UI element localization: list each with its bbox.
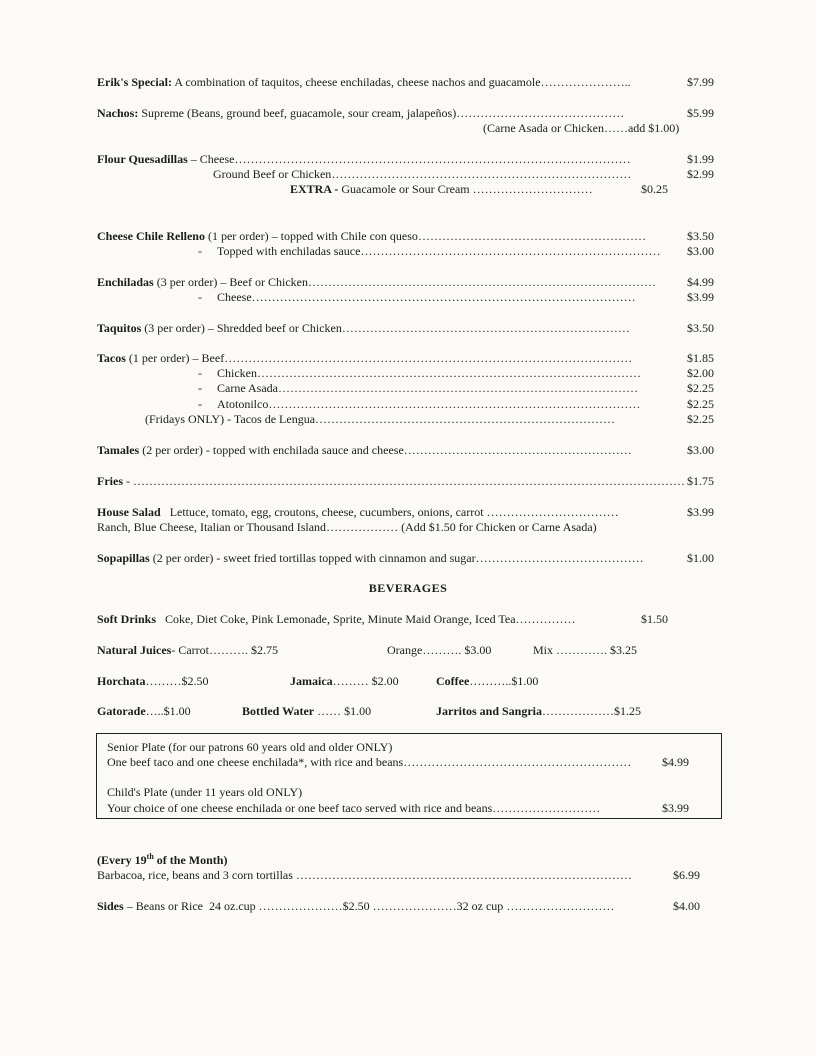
item-name: Taquitos [97,321,142,335]
item-name: Tacos [97,351,126,365]
chile-relleno-option: - Topped with enchiladas sauce………………………………………………………………… $3.00 [198,244,714,258]
item-name: Tamales [97,443,140,457]
item-price: $4.99 [687,275,714,289]
item-name: Fries [97,474,123,488]
tacos-option-atotonilco: - Atotonilco………………………………………………………………………………… $2.25 [198,397,714,411]
item-price: $3.00 [687,443,714,457]
tacos-option-carne-asada: - Carne Asada……………………………………………………………………………… $2.25 [198,381,714,395]
beverage-jarritos-sangria: Jarritos and Sangria………………$1.25 [436,704,642,718]
item-price: $1.75 [687,474,714,488]
item-name: Erik's Special: [97,75,173,89]
item-name: Cheese Chile Relleno [97,229,205,243]
item-desc: (1 per order) – topped with Chile con queso [204,229,418,243]
item-price: $3.50 [687,321,714,335]
menu-item-enchiladas: Enchiladas (3 per order) – Beef or Chicken…………………………………………………………………………… $4.99 [97,275,714,289]
beverage-soft-drinks: Soft Drinks Coke, Diet Coke, Pink Lemonade, Sprite, Minute Maid Orange, Iced Tea…………… $1.50 [97,612,668,626]
senior-plate-desc: One beef taco and one cheese enchilada*, with rice and beans………………………………………………… $4.99 [107,755,689,769]
item-name: House Salad [97,505,161,519]
tacos-option-lengua: (Fridays ONLY) - Tacos de Lengua………………………………………………………………… $2.25 [145,412,714,426]
item-price: $7.99 [687,75,714,89]
beverage-juice-mix: Mix …………. $3.25 [533,643,638,657]
item-desc: (3 per order) – Shredded beef or Chicken [141,321,342,335]
item-desc: (2 per order) - topped with enchilada sauce and cheese [139,443,404,457]
nachos-addon: (Carne Asada or Chicken……add $1.00) [483,121,680,135]
item-desc: A combination of taquitos, cheese enchiladas, cheese nachos and guacamole [172,75,541,89]
house-salad-dressings: Ranch, Blue Cheese, Italian or Thousand Island……………… (Add $1.50 for Chicken or Carne Asada) [97,520,597,534]
menu-item-tamales: Tamales (2 per order) - topped with enchilada sauce and cheese………………………………………………… $3.00 [97,443,714,457]
beverage-bottled-water: Bottled Water …… $1.00 [242,704,372,718]
beverage-gatorade: Gatorade…..$1.00 [97,704,191,718]
item-desc: (3 per order) – Beef or Chicken [153,275,308,289]
item-name: Flour Quesadillas [97,152,188,166]
item-desc: – Cheese [187,152,235,166]
tacos-option-chicken: - Chicken…………………………………………………………………………………… $2.00 [198,366,714,380]
beverages-heading: BEVERAGES [368,581,448,595]
item-desc: (2 per order) - sweet fried tortillas topped with cinnamon and sugar [149,551,476,565]
beverage-juice-orange: Orange………. $3.00 [387,643,492,657]
menu-item-tacos: Tacos (1 per order) – Beef………………………………………………………………………………………… $1.85 [97,351,714,365]
menu-item-fries: Fries - ………………………………………………………………………………………………………………………… $1.75 [97,474,714,488]
item-desc: (1 per order) – Beef [125,351,225,365]
senior-plate-title: Senior Plate (for our patrons 60 years old and older ONLY) [107,740,393,754]
menu-item-eriks-special: Erik's Special: A combination of taquitos, cheese enchiladas, cheese nachos and guacamole………………….. $7.99 [97,75,714,89]
item-name: Sopapillas [97,551,150,565]
beverage-natural-juices: Natural Juices- Carrot………. $2.75 [97,643,278,657]
beverage-jamaica: Jamaica……… $2.00 [290,674,399,688]
item-price: $1.99 [687,152,714,166]
item-price: $5.99 [687,106,714,120]
item-desc: Supreme (Beans, ground beef, guacamole, sour cream, jalapeños) [138,106,457,120]
beverage-coffee: Coffee………..$1.00 [436,674,539,688]
item-name: Enchiladas [97,275,154,289]
menu-item-chile-relleno: Cheese Chile Relleno (1 per order) – topped with Chile con queso………………………………………………… $3.50 [97,229,714,243]
item-price: $3.99 [687,505,714,519]
child-plate-desc: Your choice of one cheese enchilada or one beef taco served with rice and beans……………………… $3.99 [107,801,689,815]
menu-item-flour-quesadillas: Flour Quesadillas – Cheese……………………………………………………………………………………… $1.99 [97,152,714,166]
menu-item-house-salad: House Salad Lettuce, tomato, egg, croutons, cheese, cucumbers, onions, carrot …………………………… $3.99 [97,505,714,519]
monthly-special-item: Barbacoa, rice, beans and 3 corn tortillas ………………………………………………………………………… $6.99 [97,868,700,882]
item-name: Nachos: [97,106,139,120]
menu-item-sopapillas: Sopapillas (2 per order) - sweet fried tortillas topped with cinnamon and sugar…………………………………… $1.00 [97,551,714,565]
menu-item-taquitos: Taquitos (3 per order) – Shredded beef or Chicken……………………………………………………………… $3.50 [97,321,714,335]
menu-item-nachos: Nachos: Supreme (Beans, ground beef, guacamole, sour cream, jalapeños)…………………………………… $5.99 [97,106,714,120]
quesadilla-extra: EXTRA - Guacamole or Sour Cream ………………………… $0.25 [290,182,668,196]
item-desc: - [123,474,130,488]
enchiladas-option-cheese: - Cheese…………………………………………………………………………………… $3.99 [198,290,714,304]
child-plate-title: Child's Plate (under 11 years old ONLY) [107,785,303,799]
quesadilla-option-beef-chicken: Ground Beef or Chicken………………………………………………………………… $2.99 [213,167,714,181]
item-price: $3.50 [687,229,714,243]
monthly-special-heading: (Every 19th of the Month) [97,852,228,867]
item-desc: Lettuce, tomato, egg, croutons, cheese, cucumbers, onions, carrot [160,505,484,519]
menu-item-sides: Sides – Beans or Rice 24 oz.cup …………………$2.50 …………………32 oz cup ……………………… $4.00 [97,899,700,913]
item-price: $1.00 [687,551,714,565]
beverage-horchata: Horchata………$2.50 [97,674,209,688]
item-price: $1.85 [687,351,714,365]
